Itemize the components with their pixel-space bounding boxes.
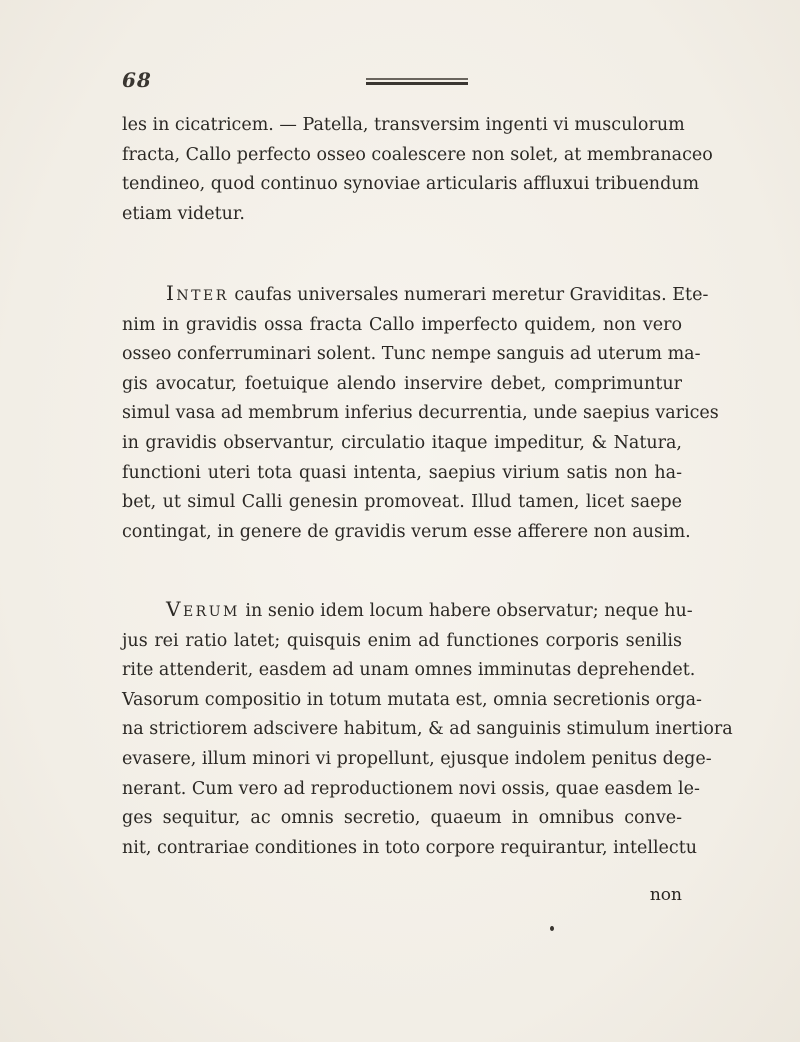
text-line: bet, ut simul Calli genesin promoveat. Illud tamen, licet saepe xyxy=(122,492,682,513)
text-line: Vasorum compositio in totum mutata est, omnia secretionis orga- xyxy=(122,689,702,710)
text-line: ges sequitur, ac omnis secretio, quaeum in omnibus conve- xyxy=(122,808,682,829)
paragraph-2 xyxy=(122,279,719,547)
text-line: rite attenderit, easdem ad unam omnes imminutas deprehendet. xyxy=(122,660,696,681)
ink-speck xyxy=(550,926,554,931)
catchword: non xyxy=(649,885,682,905)
text-line: contingat, in genere de gravidis verum esse afferere non ausim. xyxy=(122,521,691,542)
page-number: 68 xyxy=(122,68,152,92)
text-line: fracta, Callo perfecto osseo coalescere non solet, at membranaceo xyxy=(122,144,713,165)
text-line-rest: in senio idem locum habere observatur; neque hu- xyxy=(239,601,693,621)
text-line: nerant. Cum vero ad reproductionem novi ossis, quae easdem le- xyxy=(122,778,700,799)
text-line: evasere, illum minori vi propellunt, ejusque indolem penitus dege- xyxy=(122,748,712,769)
lead-word: Verum xyxy=(166,597,240,621)
text-line: jus rei ratio latet; quisquis enim ad functiones corporis senilis xyxy=(122,630,682,651)
text-line: nit, contrariae conditiones in toto corpore requirantur, intellectu xyxy=(122,837,698,858)
text-line-lead xyxy=(122,279,709,311)
text-line: simul vasa ad membrum inferius decurrentia, unde saepius varices xyxy=(122,403,719,424)
paragraph-3 xyxy=(122,595,733,863)
header-rule xyxy=(366,82,468,85)
text-line: gis avocatur, foetuique alendo inservire debet, comprimuntur xyxy=(122,373,682,394)
lead-word: Inter xyxy=(166,281,229,305)
text-line: na strictiorem adscivere habitum, & ad sanguinis stimulum inertiora xyxy=(122,719,733,740)
text-line-lead xyxy=(122,595,693,627)
text-line: in gravidis observantur, circulatio itaque impeditur, & Natura, xyxy=(122,432,682,453)
paragraph-1 xyxy=(122,111,713,229)
text-line-rest: caufas universales numerari meretur Graviditas. Ete- xyxy=(228,285,709,305)
text-line: tendineo, quod continuo synoviae articularis affluxui tribuendum xyxy=(122,174,700,195)
text-line: nim in gravidis ossa fracta Callo imperfecto quidem, non vero xyxy=(122,314,682,335)
text-line: functioni uteri tota quasi intenta, saepius virium satis non ha- xyxy=(122,462,682,483)
text-line: etiam videtur. xyxy=(122,203,245,224)
text-line: osseo conferruminari solent. Tunc nempe sanguis ad uterum ma- xyxy=(122,344,701,365)
text-line: les in cicatricem. — Patella, transversim ingenti vi musculorum xyxy=(122,115,685,135)
